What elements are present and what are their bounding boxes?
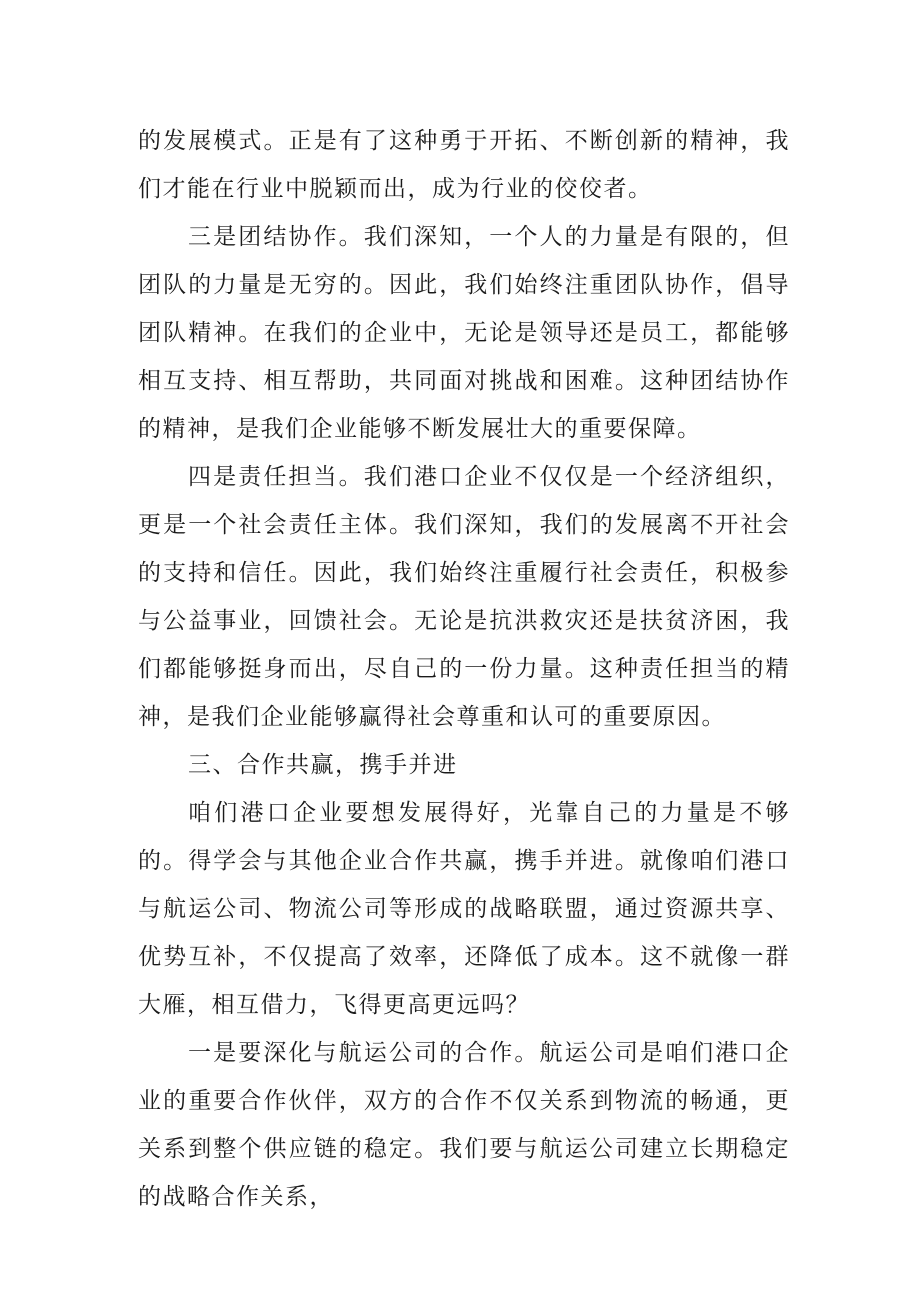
paragraph-cooperation: 咱们港口企业要想发展得好，光靠自己的力量是不够的。得学会与其他企业合作共赢，携手并进。就像咱们港口与航运公司、物流公司等形成的战略联盟，通过资源共享、优势互补，不仅提高了效率，还降低了成本。这不就像一群大雁，相互借力，飞得更高更远吗？ [138, 800, 790, 1018]
paragraph-responsibility: 四是责任担当。我们港口企业不仅仅是一个经济组织，更是一个社会责任主体。我们深知，我们的发展离不开社会的支持和信任。因此，我们始终注重履行社会责任，积极参与公益事业，回馈社会。无论是抗洪救灾还是扶贫济困，我们都能够挺身而出，尽自己的一份力量。这种责任担当的精神，是我们企业能够赢得社会尊重和认可的重要原因。 [138, 464, 790, 730]
section-heading: 三、合作共赢，携手并进 [188, 752, 458, 778]
paragraph-teamwork: 三是团结协作。我们深知，一个人的力量是有限的，但团队的力量是无穷的。因此，我们始终注重团队协作，倡导团队精神。在我们的企业中，无论是领导还是员工，都能够相互支持、相互帮助，共同面对挑战和困难。这种团结协作的精神，是我们企业能够不断发展壮大的重要保障。 [138, 224, 790, 442]
document-page [138, 117, 790, 1221]
paragraph-continuation: 的发展模式。正是有了这种勇于开拓、不断创新的精神，我们才能在行业中脱颖而出，成为行业的佼佼者。 [138, 128, 790, 202]
paragraph-shipping-cooperation: 一是要深化与航运公司的合作。航运公司是咱们港口企业的重要合作伙伴，双方的合作不仅关系到物流的畅通，更关系到整个供应链的稳定。我们要与航运公司建立长期稳定的战略合作关系， [138, 1040, 790, 1210]
